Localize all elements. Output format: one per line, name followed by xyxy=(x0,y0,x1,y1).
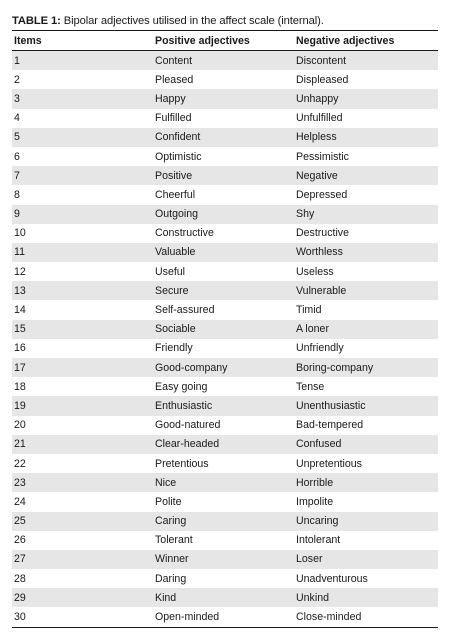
negative-adjective-cell: Intolerant xyxy=(296,534,341,547)
positive-adjective-cell: Enthusiastic xyxy=(153,396,294,415)
negative-adjective-cell: Boring-company xyxy=(294,358,438,377)
item-number-cell: 27 xyxy=(12,550,153,569)
positive-adjective-cell: Fulfilled xyxy=(155,112,192,125)
item-number-cell: 30 xyxy=(12,607,153,627)
item-number-cell: 17 xyxy=(12,358,153,377)
positive-adjective-cell: Constructive xyxy=(155,227,214,240)
item-number-cell: 11 xyxy=(12,243,153,262)
positive-adjective-cell: Good-natured xyxy=(155,419,221,432)
table-row xyxy=(12,435,438,454)
negative-adjective-cell: Unkind xyxy=(294,588,438,607)
table-row xyxy=(12,512,438,531)
table-row xyxy=(12,454,438,473)
negative-adjective-cell: Discontent xyxy=(294,51,438,71)
positive-adjective-cell: Positive xyxy=(153,166,294,185)
positive-adjective-cell: Polite xyxy=(155,495,182,508)
table-row xyxy=(12,224,438,243)
item-number-cell: 19 xyxy=(12,396,153,415)
item-number-cell: 2 xyxy=(14,73,20,86)
table-row xyxy=(12,550,438,569)
table-header-row xyxy=(12,31,438,51)
item-number-cell: 14 xyxy=(14,304,26,317)
positive-adjective-cell: Pretentious xyxy=(155,457,209,470)
positive-adjective-cell: Happy xyxy=(153,89,294,108)
item-number-cell: 24 xyxy=(14,495,26,508)
table-row xyxy=(12,51,438,71)
positive-adjective-cell: Confident xyxy=(153,128,294,147)
item-number-cell: 8 xyxy=(14,188,20,201)
positive-adjective-cell: Caring xyxy=(153,512,294,531)
negative-adjective-cell: Horrible xyxy=(294,473,438,492)
positive-adjective-cell: Optimistic xyxy=(155,150,202,163)
table-row xyxy=(12,205,438,224)
negative-adjective-cell: Unenthusiastic xyxy=(294,396,438,415)
positive-adjective-cell: Content xyxy=(153,51,294,71)
table-row xyxy=(12,185,438,204)
adjectives-table xyxy=(12,30,438,628)
item-number-cell: 20 xyxy=(14,419,26,432)
positive-adjective-cell: Open-minded xyxy=(153,607,294,627)
item-number-cell: 15 xyxy=(12,320,153,339)
item-number-cell: 7 xyxy=(12,166,153,185)
table-row xyxy=(12,166,438,185)
negative-adjective-cell: Depressed xyxy=(296,188,348,201)
negative-adjective-cell: Unfriendly xyxy=(296,342,344,355)
table-row xyxy=(12,531,438,550)
table-row xyxy=(12,300,438,319)
table-row xyxy=(12,128,438,147)
positive-adjective-cell: Secure xyxy=(153,281,294,300)
negative-adjective-cell: Bad-tempered xyxy=(296,419,364,432)
item-number-cell: 13 xyxy=(12,281,153,300)
negative-adjective-cell: Unadventurous xyxy=(296,572,368,585)
positive-adjective-cell: Tolerant xyxy=(155,534,193,547)
item-number-cell: 29 xyxy=(12,588,153,607)
item-number-cell: 4 xyxy=(14,112,20,125)
item-number-cell: 1 xyxy=(12,51,153,71)
item-number-cell: 26 xyxy=(14,534,26,547)
item-number-cell: 28 xyxy=(14,572,26,585)
table-row xyxy=(12,607,438,627)
item-number-cell: 10 xyxy=(14,227,26,240)
table-body xyxy=(12,51,438,628)
negative-adjective-cell: Close-minded xyxy=(294,607,438,627)
positive-adjective-cell: Friendly xyxy=(155,342,193,355)
table-row xyxy=(12,281,438,300)
item-number-cell: 16 xyxy=(14,342,26,355)
item-number-cell: 5 xyxy=(12,128,153,147)
table-caption xyxy=(12,13,438,29)
negative-adjective-cell: A loner xyxy=(294,320,438,339)
table-row xyxy=(12,147,438,166)
negative-adjective-cell: Uncaring xyxy=(294,512,438,531)
positive-adjective-cell: Easy going xyxy=(155,380,208,393)
table-row xyxy=(12,492,438,511)
positive-adjective-cell: Sociable xyxy=(153,320,294,339)
table-row xyxy=(12,377,438,396)
negative-adjective-cell: Unhappy xyxy=(294,89,438,108)
column-header-negative: Negative adjectives xyxy=(294,31,438,51)
table-row xyxy=(12,243,438,262)
table-row xyxy=(12,70,438,89)
positive-adjective-cell: Clear-headed xyxy=(153,435,294,454)
negative-adjective-cell: Shy xyxy=(294,205,438,224)
negative-adjective-cell: Loser xyxy=(294,550,438,569)
table-row xyxy=(12,89,438,108)
table-row xyxy=(12,416,438,435)
negative-adjective-cell: Worthless xyxy=(294,243,438,262)
positive-adjective-cell: Daring xyxy=(155,572,187,585)
positive-adjective-cell: Pleased xyxy=(155,73,194,86)
column-header-items: Items xyxy=(12,31,153,51)
negative-adjective-cell: Displeased xyxy=(296,73,349,86)
negative-adjective-cell: Unpretentious xyxy=(296,457,362,470)
table-row xyxy=(12,320,438,339)
table-header xyxy=(12,31,438,51)
negative-adjective-cell: Useless xyxy=(296,265,334,278)
negative-adjective-cell: Pessimistic xyxy=(296,150,349,163)
table-row xyxy=(12,358,438,377)
table-row xyxy=(12,473,438,492)
positive-adjective-cell: Self-assured xyxy=(155,304,215,317)
table-row xyxy=(12,569,438,588)
positive-adjective-cell: Valuable xyxy=(153,243,294,262)
negative-adjective-cell: Destructive xyxy=(296,227,349,240)
table-row xyxy=(12,396,438,415)
negative-adjective-cell: Negative xyxy=(294,166,438,185)
positive-adjective-cell: Good-company xyxy=(153,358,294,377)
item-number-cell: 22 xyxy=(14,457,26,470)
negative-adjective-cell: Helpless xyxy=(294,128,438,147)
item-number-cell: 12 xyxy=(14,265,26,278)
item-number-cell: 25 xyxy=(12,512,153,531)
table-caption-text: Bipolar adjectives utilised in the affect scale (internal). xyxy=(60,15,324,27)
negative-adjective-cell: Timid xyxy=(296,304,322,317)
positive-adjective-cell: Cheerful xyxy=(155,188,196,201)
item-number-cell: 3 xyxy=(12,89,153,108)
negative-adjective-cell: Confused xyxy=(294,435,438,454)
item-number-cell: 9 xyxy=(12,205,153,224)
negative-adjective-cell: Impolite xyxy=(296,495,334,508)
column-header-positive: Positive adjectives xyxy=(153,31,294,51)
negative-adjective-cell: Tense xyxy=(296,380,325,393)
negative-adjective-cell: Vulnerable xyxy=(294,281,438,300)
positive-adjective-cell: Useful xyxy=(155,265,186,278)
positive-adjective-cell: Kind xyxy=(153,588,294,607)
table-row xyxy=(12,262,438,281)
table-caption-label: TABLE 1: xyxy=(12,15,61,27)
positive-adjective-cell: Nice xyxy=(153,473,294,492)
item-number-cell: 6 xyxy=(14,150,20,163)
negative-adjective-cell: Unfulfilled xyxy=(296,112,343,125)
table-row xyxy=(12,339,438,358)
item-number-cell: 23 xyxy=(12,473,153,492)
item-number-cell: 18 xyxy=(14,380,26,393)
positive-adjective-cell: Outgoing xyxy=(153,205,294,224)
item-number-cell: 21 xyxy=(12,435,153,454)
table-row xyxy=(12,109,438,128)
table-row xyxy=(12,588,438,607)
positive-adjective-cell: Winner xyxy=(153,550,294,569)
